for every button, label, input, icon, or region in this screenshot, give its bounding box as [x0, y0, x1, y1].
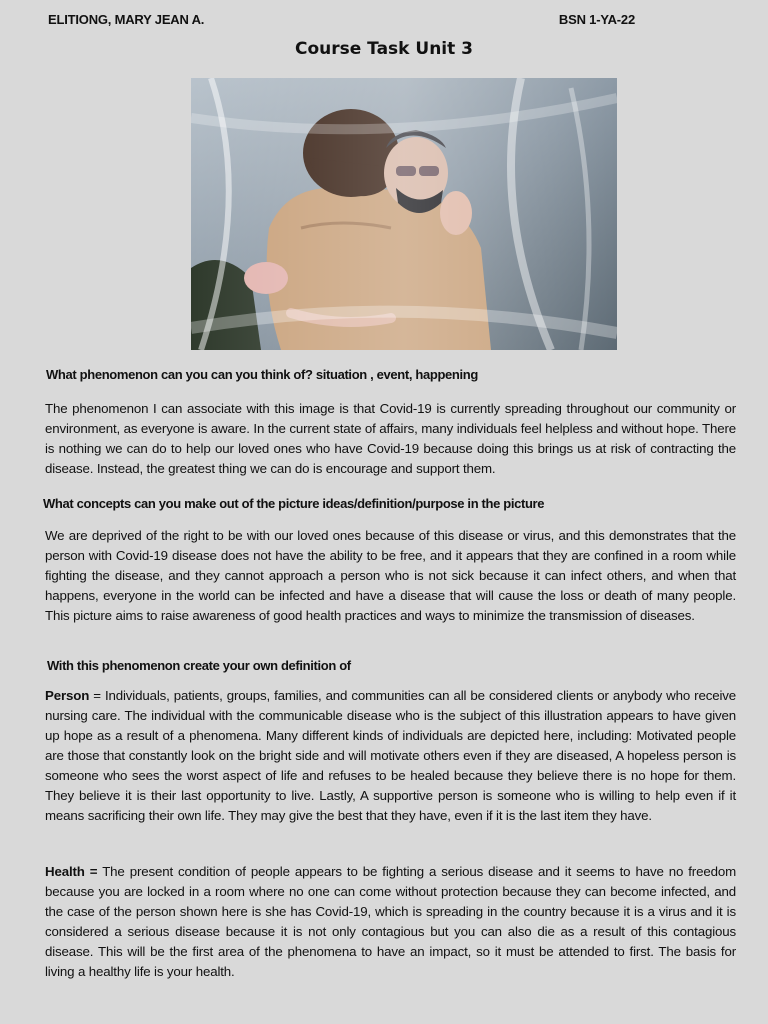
embracing-through-plastic-sheet-photo-icon — [191, 78, 617, 350]
student-name: ELITIONG, MARY JEAN A. — [48, 12, 205, 27]
person-definition: = Individuals, patients, groups, families, and communities can all be considered clients or anybody who receive nursing care. The individual with the communicable disease who is the subject of this illustration appears to have given up hope as a result of a phenomena. Many different kinds of individuals are depicted here, including: Motivated people are those that constantly look on the bright side and will motivate others even if they are diseased, A hopeless person is someone who sees the worst aspect of life and refuses to be healed because they believe there is no hope for them. They believe it is their last opportunity to live. Lastly, A supportive person is someone who is willing to help even if it means sacrificing their own life. They may give the best that they have, even if it is the last item they have. — [45, 688, 736, 823]
answer-2: We are deprived of the right to be with our loved ones because of this disease or virus, and this demonstrates that the person with Covid-19 disease does not have the ability to be free, and it appears that they are confined in a room while fighting the disease, and they cannot approach a person who is not sick because it can infect others, and when that happens, everyone in the world can be infected and have a disease that will cause the loss or death of many people. This picture aims to raise awareness of good health practices and ways to minimize the transmission of diseases. — [45, 528, 736, 623]
question-1: What phenomenon can you can you think of? situation , event, happening — [46, 367, 478, 382]
answer-1: The phenomenon I can associate with this image is that Covid-19 is currently spreading throughout our community or environment, as everyone is aware. In the current state of affairs, many individuals feel helpless and without hope. There is nothing we can do to help our loved ones who have Covid-19 because doing this brings us at risk of contracting the disease. Instead, the greatest thing we can do is encourage and support them. — [45, 401, 736, 476]
embrace-photo — [191, 78, 617, 350]
health-term: Health = — [45, 864, 98, 879]
question-2: What concepts can you make out of the picture ideas/definition/purpose in the picture — [43, 496, 545, 511]
health-definition: The present condition of people appears to be fighting a serious disease and it seems to have no freedom because you are locked in a room where no one can come without protection because they can become infected, and the case of the person shown here is she has Covid-19, which is spreading in the country because it is a virus and it is considered a serious disease because it is not only contagious but you can also die as a result of this contagious disease. This will be the first area of the phenomena to have an impact, so it must be attended to first. The basis for living a healthy life is your health. — [45, 864, 736, 979]
person-definition-paragraph — [45, 686, 736, 826]
student-section: BSN 1-YA-22 — [558, 12, 635, 27]
question-3: With this phenomenon create your own definition of — [47, 658, 351, 673]
person-term: Person — [45, 688, 90, 703]
health-definition-paragraph — [45, 862, 736, 982]
page-title: Course Task Unit 3 — [294, 39, 474, 59]
